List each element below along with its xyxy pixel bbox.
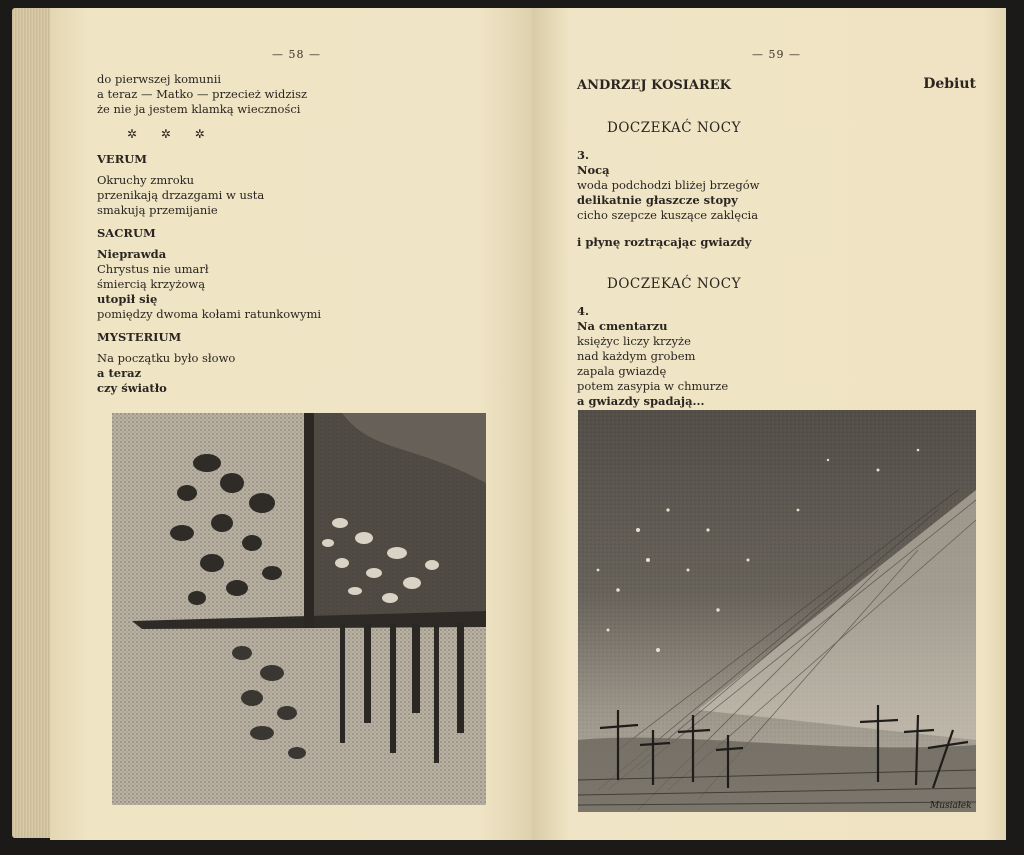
poem4-number: 4. [577, 304, 590, 318]
poem4-line-6: a gwiazdy spadają... [577, 394, 705, 408]
poem3-last-line: i płynę roztrącając gwiazdy [577, 235, 752, 249]
page-number-right: — 59 — [752, 48, 801, 61]
right-illustration [578, 410, 976, 812]
intro-line-1: do pierwszej komunii [97, 72, 222, 86]
poem3-block [577, 148, 759, 250]
illustration-signature: Musiałek [930, 801, 972, 811]
page-edges [12, 8, 52, 838]
right-page [532, 8, 1006, 840]
poem4-line-5: potem zasypia w chmurze [577, 379, 729, 393]
mysterium-line-3: czy światło [97, 381, 167, 395]
left-page [50, 8, 538, 840]
poem4-block [577, 304, 728, 409]
poem4-title: DOCZEKAĆ NOCY [607, 276, 741, 292]
intro-line-3: że nie ja jestem klamką wieczności [97, 102, 301, 116]
heading-verum: VERUM [97, 152, 148, 166]
poem3-number: 3. [577, 148, 590, 162]
page-number-left: — 58 — [272, 48, 321, 61]
poem3-title: DOCZEKAĆ NOCY [607, 120, 741, 136]
poem4-line-3: nad każdym grobem [577, 349, 696, 363]
section-label: Debiut [923, 76, 976, 92]
sacrum-line-4: utopił się [97, 292, 158, 306]
poem3-line-1: Nocą [577, 163, 610, 177]
sacrum-line-2: Chrystus nie umarł [97, 262, 209, 276]
open-book [12, 8, 1012, 848]
sacrum-line-3: śmiercią krzyżową [97, 277, 206, 291]
left-illustration [112, 413, 486, 805]
stars-separator: ✲ ✲ ✲ [127, 127, 215, 141]
poem3-line-3: delikatnie głaszcze stopy [577, 193, 738, 207]
verum-line-2: przenikają drzazgami w usta [97, 188, 265, 202]
sacrum-line-1: Nieprawda [97, 247, 167, 261]
author-name: ANDRZEJ KOSIAREK [577, 78, 731, 93]
left-poem-block [97, 72, 321, 396]
poem3-line-2: woda podchodzi bliżej brzegów [577, 178, 760, 192]
poem3-line-4: cicho szepcze kuszące zaklęcia [577, 208, 759, 222]
verum-line-3: smakują przemijanie [97, 203, 218, 217]
heading-sacrum: SACRUM [97, 226, 156, 240]
mysterium-line-2: a teraz [97, 366, 142, 380]
mysterium-line-1: Na początku było słowo [97, 351, 236, 365]
sacrum-line-5: pomiędzy dwoma kołami ratunkowymi [97, 307, 322, 321]
heading-mysterium: MYSTERIUM [97, 330, 182, 344]
verum-line-1: Okruchy zmroku [97, 173, 195, 187]
poem4-line-1: Na cmentarzu [577, 319, 668, 333]
poem4-line-4: zapala gwiazdę [577, 364, 667, 378]
poem4-line-2: księżyc liczy krzyże [577, 334, 691, 348]
intro-line-2: a teraz — Matko — przecież widzisz [97, 87, 308, 101]
